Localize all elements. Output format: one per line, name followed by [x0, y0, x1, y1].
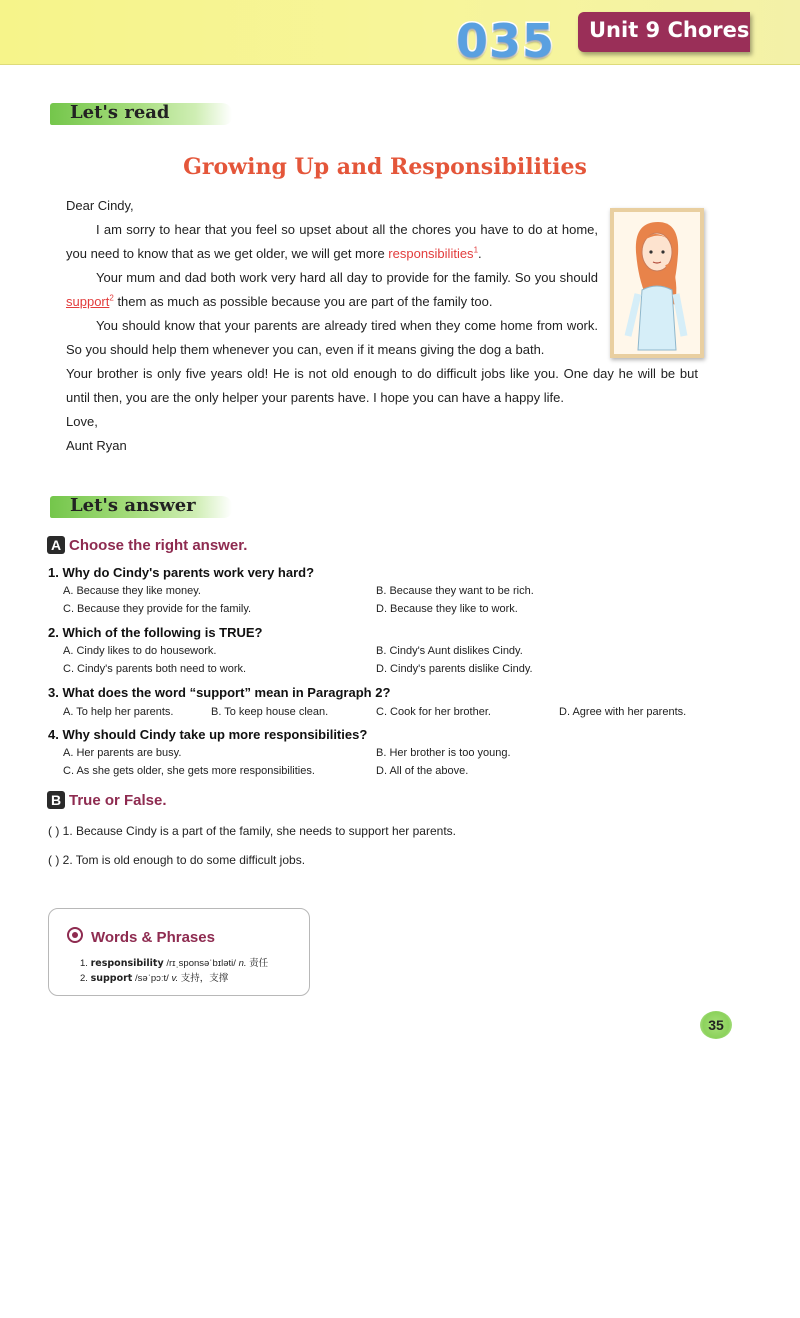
vocab-1-num: 1.: [80, 958, 88, 969]
vocab-2-num: 2.: [80, 973, 88, 984]
q2-option-c: C. Cindy's parents both need to work.: [63, 663, 247, 675]
vocab-2-word: support: [90, 973, 133, 984]
section-heading-answer: [50, 496, 232, 518]
true-false-item-2: ( ) 2. Tom is old enough to do some difficult jobs.: [48, 853, 306, 867]
question-4: 4. Why should Cindy take up more responsibilities?: [48, 727, 368, 742]
part-a-badge: A: [47, 536, 65, 554]
footnote-1: 1: [473, 245, 479, 255]
vocab-1-pron: /rɪˌsponsəˈbɪləti/: [166, 958, 236, 969]
paragraph-3b: Your brother is only five years old! He is not old enough to do difficult jobs like you. One day he will be but until then, you are the only helper your parents have. I hope you can have a happy life.: [66, 366, 698, 405]
paragraph-1-text: I am sorry to hear that you feel so upset about all the chores you have to do at home, you need to know that as we get older, we will get more: [66, 222, 598, 261]
q2-option-b: B. Cindy's Aunt dislikes Cindy.: [376, 645, 523, 657]
page-number: 35: [700, 1011, 732, 1039]
q3-option-d: D. Agree with her parents.: [559, 706, 687, 718]
paragraph-3a: You should know that your parents are already tired when they come home from work. So you should help them whenever you can, even if it means giving the dog a bath.: [66, 318, 598, 357]
true-false-item-1: ( ) 1. Because Cindy is a part of the family, she needs to support her parents.: [48, 824, 456, 838]
closing: Love,: [66, 414, 98, 429]
question-2: 2. Which of the following is TRUE?: [48, 625, 263, 640]
question-1: 1. Why do Cindy's parents work very hard?: [48, 565, 315, 580]
salutation: Dear Cindy,: [66, 198, 134, 213]
keyword-responsibilities: responsibilities: [388, 246, 474, 261]
q1-option-d: D. Because they like to work.: [376, 603, 518, 615]
vocab-2-pos: v.: [171, 973, 179, 984]
part-b-title: True or False.: [69, 792, 167, 809]
section-heading-answer-label: Let's answer: [70, 495, 196, 516]
q2-option-a: A. Cindy likes to do housework.: [63, 645, 217, 657]
words-phrases-title-text: Words & Phrases: [91, 929, 215, 946]
passage-title: Growing Up and Responsibilities: [183, 154, 587, 180]
paragraph-2-text-a: Your mum and dad both work very hard all day to provide for the family. So you should: [96, 270, 598, 285]
paragraph-1-end: .: [478, 246, 482, 261]
q4-option-b: B. Her brother is too young.: [376, 747, 511, 759]
lesson-number: 035: [456, 14, 556, 68]
q4-option-c: C. As she gets older, she gets more responsibilities.: [63, 765, 315, 777]
words-phrases-box: [48, 908, 310, 996]
vocab-2-meaning: 支持，支撑: [180, 973, 229, 984]
vocab-1-pos: n.: [238, 958, 247, 969]
part-a-heading: [47, 536, 247, 554]
question-3: 3. What does the word “support” mean in Paragraph 2?: [48, 685, 391, 700]
q4-option-a: A. Her parents are busy.: [63, 747, 182, 759]
vocab-2-pron: /səˈpɔːt/: [135, 973, 169, 984]
keyword-support: support: [66, 294, 110, 309]
paragraph-1: [66, 218, 598, 266]
q1-option-c: C. Because they provide for the family.: [63, 603, 252, 615]
part-b-badge: B: [47, 791, 65, 809]
signature: Aunt Ryan: [66, 438, 127, 453]
footnote-2: 2: [109, 293, 114, 303]
q3-option-a: A. To help her parents.: [63, 706, 174, 718]
vocab-item-1: [80, 955, 268, 969]
q4-option-d: D. All of the above.: [376, 765, 469, 777]
q1-option-b: B. Because they want to be rich.: [376, 585, 534, 597]
q3-option-c: C. Cook for her brother.: [376, 706, 491, 718]
paragraph-2: [66, 266, 598, 314]
vocab-item-2: [80, 970, 228, 984]
unit-label: Unit 9 Chores: [589, 18, 750, 42]
part-b-heading: [47, 791, 167, 809]
unit-tab: [578, 12, 750, 52]
q3-option-b: B. To keep house clean.: [211, 706, 329, 718]
words-phrases-title: [67, 926, 215, 946]
target-icon: [67, 927, 83, 943]
q1-option-a: A. Because they like money.: [63, 585, 201, 597]
paragraph-2-text-b: them as much as possible because you are part of the family too.: [113, 294, 493, 309]
vocab-1-meaning: 责任: [249, 958, 269, 969]
section-heading-read: [50, 103, 232, 125]
vocab-1-word: responsibility: [90, 958, 164, 969]
letter-body: [66, 194, 698, 458]
section-heading-read-label: Let's read: [70, 102, 170, 123]
part-a-title: Choose the right answer.: [69, 537, 248, 554]
q2-option-d: D. Cindy's parents dislike Cindy.: [376, 663, 533, 675]
